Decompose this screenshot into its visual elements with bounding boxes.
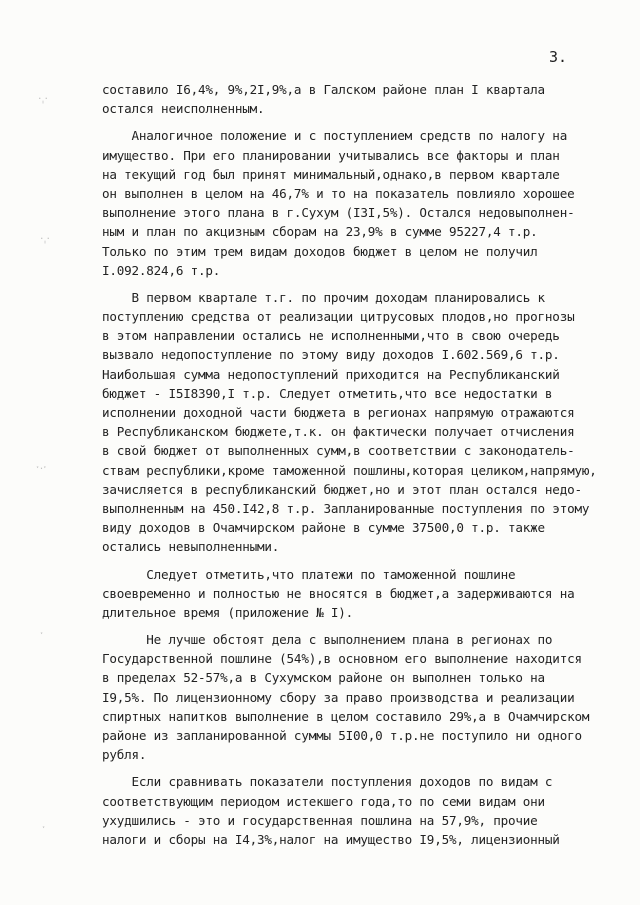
paragraph xyxy=(102,565,622,623)
scan-artifact: ˑ xyxy=(40,628,44,641)
text-line: Аналогичное положение и с поступлением средств по налогу на xyxy=(102,128,568,144)
text-line: длительное время (приложение № I). xyxy=(102,604,353,620)
text-line: в Республиканском бюджете,т.к. он фактически получает отчисления xyxy=(102,424,575,440)
text-line: исполнении доходной части бюджета в регионах напрямую отражаются xyxy=(102,405,575,420)
paragraph xyxy=(102,772,622,849)
text-line: имущество. При его планировании учитывались все факторы и план xyxy=(102,147,560,163)
text-line: Следует отметить,что платежи по таможенной пошлине xyxy=(102,566,516,582)
text-line: остался неисполненным. xyxy=(102,101,265,117)
text-line: Если сравнивать показатели поступления доходов по видам с xyxy=(102,774,553,790)
text-line: спиртных напитков выполнение в целом составило 29%,а в Очамчирском xyxy=(102,708,590,724)
text-line: I.092.824,6 т.р. xyxy=(102,262,221,278)
text-line: он выполнен в целом на 46,7% и то на показатель повлияло хорошее xyxy=(102,185,575,201)
text-line: виду доходов в Очамчирском районе в сумме 37500,0 т.р. также xyxy=(102,520,545,536)
text-line: своевременно и полностью не вносятся в бюджет,а задерживаются на xyxy=(102,585,575,601)
scan-artifact: ˑ xyxy=(42,822,46,835)
text-line: налоги и сборы на I4,3%,налог на имущество I9,5%, лицензионный xyxy=(102,831,560,847)
text-line: в пределах 52-57%,а в Сухумском районе он выполнен только на xyxy=(102,670,545,686)
text-line: на текущий год был принят минимальный,однако,в первом квартале xyxy=(102,166,560,182)
paragraph xyxy=(102,126,622,280)
text-line: Только по этим трем видам доходов бюджет в целом не получил xyxy=(102,243,538,259)
text-line: Государственной пошлине (54%),в основном его выполнение находится xyxy=(102,651,582,667)
text-line: бюджет - I5I8390,I т.р. Следует отметить,что все недостатки в xyxy=(102,385,553,401)
text-line: ухудшились - это и государственная пошлина на 57,9%, прочие xyxy=(102,812,538,828)
paragraph xyxy=(102,288,622,557)
text-line: районе из запланированной суммы 5I00,0 т.р.не поступило ни одного xyxy=(102,728,582,743)
text-line: в этом направлении остались не исполненными,что в свою очередь xyxy=(102,328,560,344)
paragraph xyxy=(102,630,622,764)
text-line: составило I6,4%, 9%,2I,9%,а в Галском районе план I квартала xyxy=(102,82,545,97)
scan-artifact: ˑ·ˑ xyxy=(36,462,47,475)
text-line: В первом квартале т.г. по прочим доходам планировались к xyxy=(102,289,545,305)
text-line: Не лучше обстоят дела с выполнением плана в регионах по xyxy=(102,632,553,648)
text-line: вызвало недопоступление по этому виду доходов I.602.569,6 т.р. xyxy=(102,347,560,363)
text-line: рубля. xyxy=(102,747,147,763)
text-line: выполнение этого плана в г.Сухум (I3I,5%). Остался недовыполнен- xyxy=(102,205,575,221)
text-line: соответствующим периодом истекшего года,то по семи видам они xyxy=(102,793,545,809)
paragraph xyxy=(102,80,622,118)
scan-artifact: ·ˌ· xyxy=(38,92,49,105)
text-line: ным и план по акцизным сборам на 23,9% в сумме 95227,4 т.р. xyxy=(102,224,538,240)
text-line: поступлению средства от реализации цитрусовых плодов,но прогнозы xyxy=(102,309,575,325)
text-line: ствам республики,кроме таможенной пошлины,которая целиком,напрямую, xyxy=(102,462,597,478)
text-line: зачисляется в республиканский бюджет,но и этот план остался недо- xyxy=(102,481,582,497)
text-line: в свой бюджет от выполненных сумм,в соответствии с законодатель- xyxy=(102,443,575,459)
document-body xyxy=(102,80,622,849)
page-number: 3. xyxy=(549,48,568,66)
text-line: выполненным на 450.I42,8 т.р. Запланированные поступления по этому xyxy=(102,500,590,516)
text-line: остались невыполненными. xyxy=(102,539,280,555)
text-line: Наибольшая сумма недопоступлений приходится на Республиканский xyxy=(102,366,560,382)
scan-artifact: ·ˌ· xyxy=(40,232,51,245)
text-line: I9,5%. По лицензионному сбору за право производства и реализации xyxy=(102,689,575,705)
